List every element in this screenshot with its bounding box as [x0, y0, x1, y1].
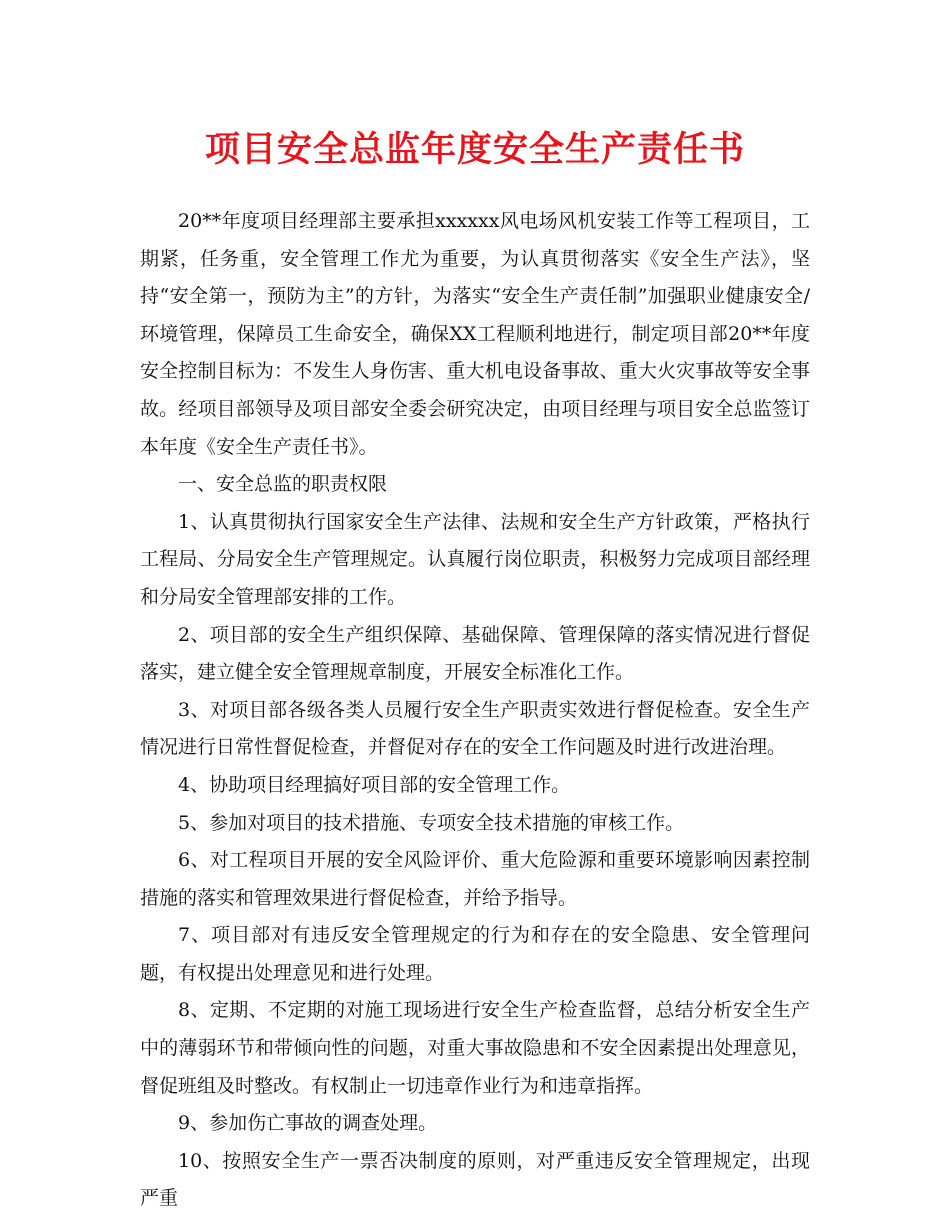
paragraph-item-2: 2、项目部的安全生产组织保障、基础保障、管理保障的落实情况进行督促落实，建立健全安全管理规章制度，开展安全标准化工作。 — [140, 623, 810, 684]
paragraph-item-9: 9、参加伤亡事故的调查处理。 — [178, 1112, 438, 1135]
paragraph-item-5: 5、参加对项目的技术措施、专项安全技术措施的审核工作。 — [178, 811, 685, 834]
paragraph-item-6: 6、对工程项目开展的安全风险评价、重大危险源和重要环境影响因素控制措施的落实和管理效果进行督促检查，并给予指导。 — [140, 849, 810, 909]
paragraph-item-8: 8、定期、不定期的对施工现场进行安全生产检查监督，总结分析安全生产中的薄弱环节和带倾向性的问题，对重大事故隐患和不安全因素提出处理意见，督促班组及时整改。有权制止一切违章作业行为和违章指挥。 — [140, 999, 810, 1097]
paragraph-item-3: 3、对项目部各级各类人员履行安全生产职责实效进行督促检查。安全生产情况进行日常性督促检查，并督促对存在的安全工作问题及时进行改进治理。 — [140, 698, 810, 759]
document-title: 项目安全总监年度安全生产责任书 — [204, 129, 745, 170]
document-body — [140, 203, 810, 1218]
paragraph-item-7: 7、项目部对有违反安全管理规定的行为和存在的安全隐患、安全管理问题，有权提出处理意见和进行处理。 — [140, 924, 810, 984]
paragraph-intro: 20**年度项目经理部主要承担xxxxxx风电场风机安装工作等工程项目，工期紧，任务重，安全管理工作尤为重要，为认真贯彻落实《安全生产法》，坚持“安全第一，预防为主”的方针，为落实“安全生产责任制”加强职业健康安全/环境管理，保障员工生命安全，确保XX工程顺利地进行，制定项目部20**年度安全控制目标为：不发生人身伤害、重大机电设备事故、重大火灾事故等安全事故。经项目部领导及项目部安全委会研究决定，由项目经理与项目安全总监签订本年度《安全生产责任书》。 — [140, 210, 810, 458]
section-heading: 一、安全总监的职责权限 — [178, 473, 388, 496]
paragraph-item-10: 10、按照安全生产一票否决制度的原则，对严重违反安全管理规定，出现严重 — [140, 1149, 810, 1210]
paragraph-item-1: 1、认真贯彻执行国家安全生产法律、法规和安全生产方针政策，严格执行工程局、分局安全生产管理规定。认真履行岗位职责，积极努力完成项目部经理和分局安全管理部安排的工作。 — [140, 510, 810, 608]
paragraph-item-4: 4、协助项目经理搞好项目部的安全管理工作。 — [178, 773, 571, 796]
